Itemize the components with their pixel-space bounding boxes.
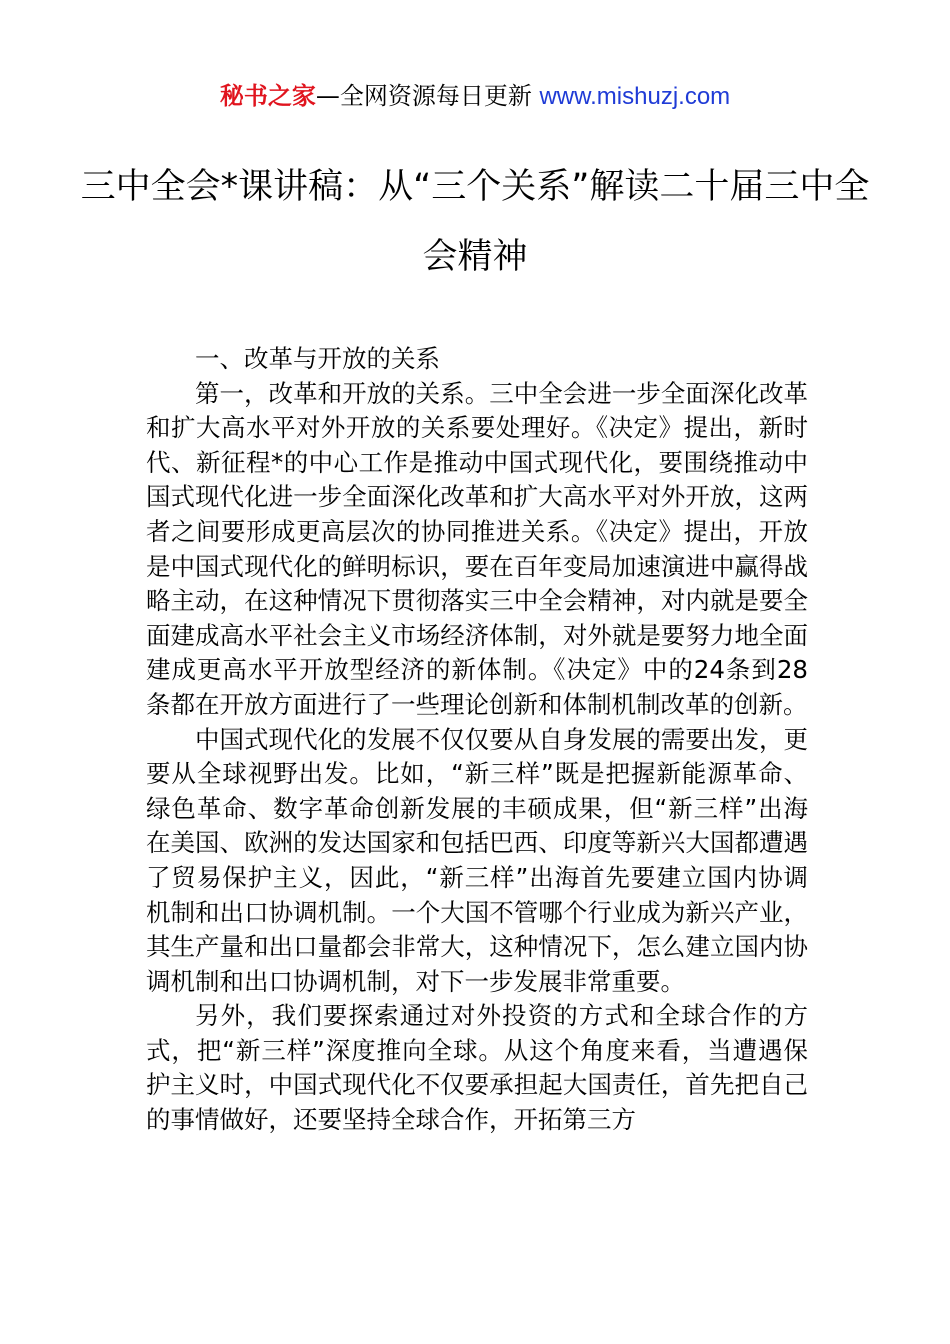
document-title: 三中全会*课讲稿：从“三个关系”解读二十届三中全会精神 bbox=[80, 167, 870, 277]
site-link[interactable]: www.mishuzj.com bbox=[539, 83, 731, 110]
document-body bbox=[146, 342, 808, 1138]
brand-name: 秘书之家 bbox=[219, 82, 316, 110]
paragraph: 另外，我们要探索通过对外投资的方式和全球合作的方式，把“新三样”深度推向全球。从这个角度来看，当遭遇保护主义时，中国式现代化不仅要承担起大国责任，首先把自己的事情做好，还要坚持全球合作，开拓第三方 bbox=[146, 1001, 808, 1135]
page-header bbox=[0, 80, 950, 113]
section-heading: 一、改革与开放的关系 bbox=[195, 344, 440, 373]
paragraph: 中国式现代化的发展不仅仅要从自身发展的需要出发，更要从全球视野出发。比如，“新三样”既是把握新能源革命、绿色革命、数字革命创新发展的丰硕成果，但“新三样”出海在美国、欧洲的发达国家和包括巴西、印度等新兴大国都遭遇了贸易保护主义，因此，“新三样”出海首先要建立国内协调机制和出口协调机制。一个大国不管哪个行业成为新兴产业，其生产量和出口量都会非常大，这种情况下，怎么建立国内协调机制和出口协调机制，对下一步发展非常重要。 bbox=[146, 724, 808, 996]
paragraph: 第一，改革和开放的关系。三中全会进一步全面深化改革和扩大高水平对外开放的关系要处理好。《决定》提出，新时代、新征程*的中心工作是推动中国式现代化，要围绕推动中国式现代化进一步全面深化改革和扩大高水平对外开放，这两者之间要形成更高层次的协同推进关系。《决定》提出，开放是中国式现代化的鲜明标识，要在百年变局加速演进中赢得战略主动，在这种情况下贯彻落实三中全会精神，对内就是要全面建成高水平社会主义市场经济体制，对外就是要努力地全面建成更高水平开放型经济的新体制。《决定》中的24条到28条都在开放方面进行了一些理论创新和体制机制改革的创新。 bbox=[146, 378, 808, 719]
header-tagline: —全网资源每日更新 bbox=[315, 82, 540, 110]
